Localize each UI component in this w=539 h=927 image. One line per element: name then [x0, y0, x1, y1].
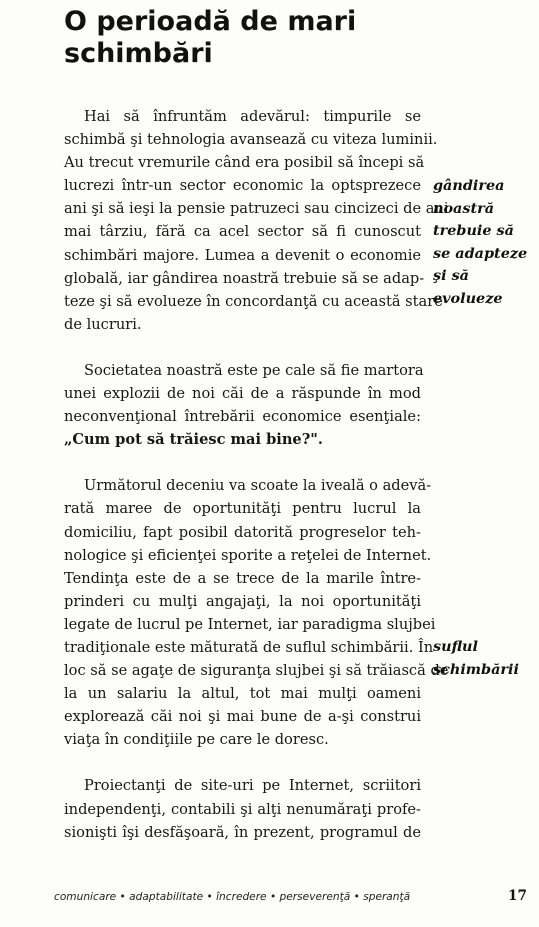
- paragraph: [64, 774, 421, 843]
- margin-note-line: evolueze: [433, 289, 503, 307]
- key-question: „Cum pot să trăiesc mai bine?".: [64, 431, 323, 449]
- text-line: independenţi, contabili şi alţi nenumăraţi profe-: [64, 800, 421, 818]
- text-line: Tendinţa este de a se trece de la marile între-: [64, 569, 421, 587]
- margin-note: [433, 636, 533, 681]
- margin-note-line: trebuie să: [433, 222, 514, 240]
- text-line: lucrezi într-un sector economic la optsprezece: [64, 177, 421, 195]
- text-line: teze şi să evolueze în concordanţă cu această stare: [64, 292, 443, 310]
- text-line: Hai să înfruntăm adevărul: timpurile se: [84, 108, 421, 125]
- body-text: [64, 105, 449, 867]
- text-line: prinderi cu mulţi angajaţi, la noi oportunităţi: [64, 592, 421, 610]
- text-line: nologice şi eficienţei sporite a reţelei de Internet.: [64, 546, 432, 564]
- text-line: tradiţionale este măturată de suflul schimbării. În: [64, 638, 434, 656]
- margin-note-line: noastră: [433, 199, 495, 217]
- text-line: explorează căi noi şi mai bune de a-şi construi: [64, 708, 421, 726]
- margin-note: [433, 175, 533, 311]
- title-line: schimbări: [64, 38, 213, 69]
- margin-note-line: gândirea: [433, 177, 505, 194]
- text-line: globală, iar gândirea noastră trebuie să se adap-: [64, 269, 425, 287]
- page-number: 17: [508, 888, 527, 904]
- text-line: schimbări majore. Lumea a devenit o economie: [64, 246, 421, 264]
- text-line: unei explozii de noi căi de a răspunde în mod: [64, 385, 421, 403]
- text-line: rată maree de oportunităţi pentru lucrul la: [64, 500, 421, 518]
- text-line: Societatea noastră este pe cale să fie martora: [84, 361, 424, 379]
- text-line: ani şi să ieşi la pensie patruzeci sau cincizeci de ani: [64, 200, 449, 218]
- text-line: loc să se agaţe de siguranţa slujbei şi să trăiască de: [64, 662, 449, 680]
- margin-note-line: schimbării: [433, 660, 519, 678]
- text-line: Următorul deceniu va scoate la iveală o adevă-: [84, 477, 432, 495]
- text-line: schimbă şi tehnologia avansează cu viteza luminii.: [64, 131, 438, 149]
- paragraph: [64, 359, 424, 451]
- text-line: de lucruri.: [64, 315, 142, 333]
- paragraph: [64, 474, 449, 751]
- paragraph: [64, 105, 449, 336]
- margin-note-line: suflul: [433, 638, 478, 655]
- text-line: mai târziu, fără ca acel sector să fi cunoscut: [64, 223, 421, 241]
- text-line: Proiectanţi de site-uri pe Internet, scriitori: [84, 777, 421, 795]
- text-line: legate de lucrul pe Internet, iar paradigma slujbei: [64, 615, 436, 633]
- text-line: viaţa în condiţiile pe care le doresc.: [64, 731, 329, 749]
- margin-note-line: se adapteze: [433, 244, 528, 262]
- text-line: la un salariu la altul, tot mai mulţi oameni: [64, 685, 421, 703]
- text-line: domiciliu, fapt posibil datorită progreselor teh-: [64, 523, 421, 541]
- title-line: O perioadă de mari: [64, 6, 357, 37]
- footer-keywords: comunicare • adaptabilitate • încredere • perseverenţă • speranţă: [54, 891, 411, 903]
- text-line: sionişti îşi desfăşoară, în prezent, programul de: [64, 823, 421, 841]
- chapter-title: [64, 6, 384, 70]
- text-line: Au trecut vremurile când era posibil să începi să: [64, 154, 425, 172]
- margin-note-line: şi să: [433, 267, 470, 285]
- text-line: neconvenţional întrebării economice esenţiale:: [64, 408, 421, 426]
